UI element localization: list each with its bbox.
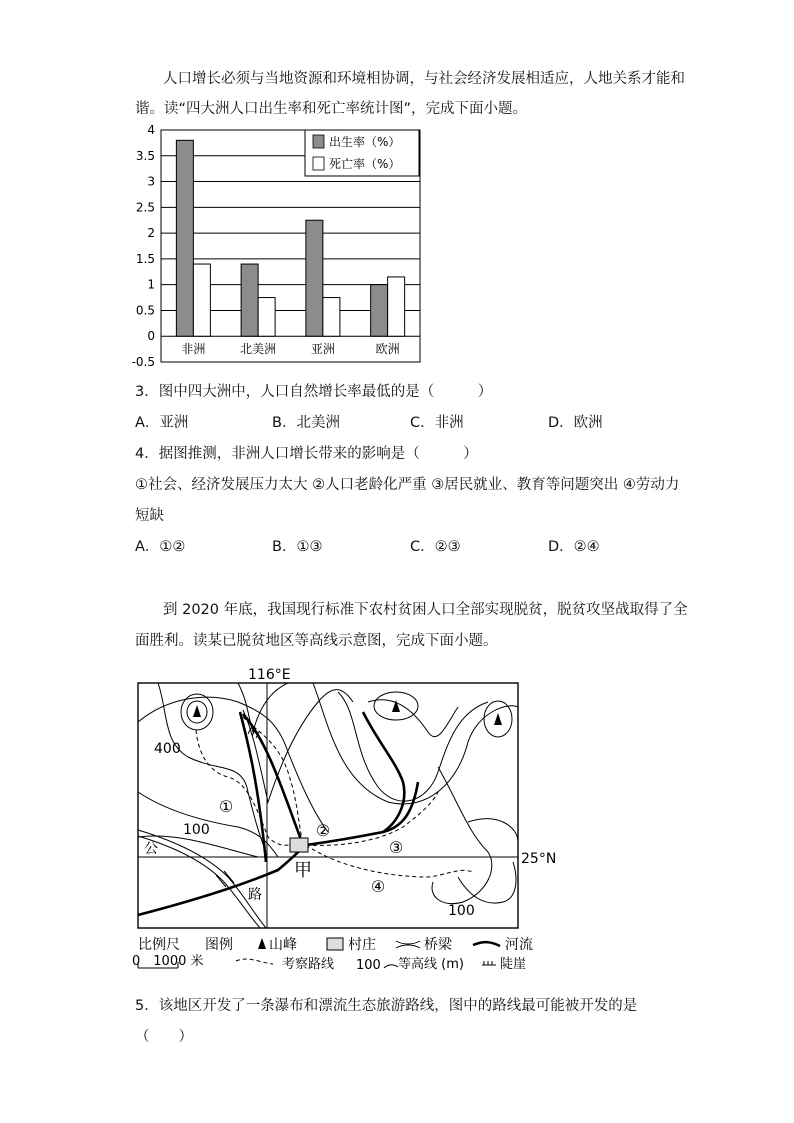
birth-death-rate-chart — [125, 122, 425, 372]
road-label-gong: 公 — [144, 841, 158, 857]
intro2-line2: 面胜利。读某已脱贫地区等高线示意图，完成下面小题。 — [135, 633, 498, 649]
q4-statements-line2: 短缺 — [135, 508, 164, 524]
route-label-1: ① — [218, 797, 234, 816]
legend-title: 图例 — [205, 937, 233, 953]
legend-village: 村庄 — [348, 937, 376, 953]
route-label-3: ③ — [388, 838, 404, 857]
legend-bridge: 桥梁 — [424, 937, 452, 953]
x-category-label: 欧洲 — [375, 342, 400, 357]
legend-swatch-death — [313, 157, 324, 170]
legend-bridge-icon — [396, 941, 420, 948]
q4-statements-line1: ①社会、经济发展压力太大 ②人口老龄化严重 ③居民就业、教育等问题突出 ④劳动力 — [135, 477, 680, 493]
q4-option-c[interactable]: C．②③ — [410, 539, 461, 555]
q4-stem: 4．据图推测，非洲人口增长带来的影响是（ ） — [135, 446, 478, 462]
q4-option-b[interactable]: B．①③ — [272, 539, 323, 555]
legend-peak: 山峰 — [269, 937, 297, 953]
village-label: 甲 — [294, 860, 312, 881]
legend-swatch-birth — [313, 135, 324, 148]
y-tick-label: 4 — [147, 123, 155, 137]
contour-map — [128, 662, 557, 980]
bar-亚洲-death — [323, 298, 340, 337]
bar-北美洲-birth — [241, 264, 258, 336]
bar-亚洲-birth — [306, 220, 323, 336]
y-tick-label: 0.5 — [135, 303, 155, 318]
bar-欧洲-birth — [371, 285, 388, 337]
bar-北美洲-death — [258, 298, 275, 337]
legend-scale-value: 0 1000 米 — [132, 954, 204, 969]
route-label-4: ④ — [370, 877, 386, 896]
q4-option-a[interactable]: A．①② — [135, 539, 186, 555]
intro1-line1: 人口增长必须与当地资源和环境相协调，与社会经济发展相适应，人地关系才能和 — [163, 71, 685, 87]
longitude-label: 116°E — [248, 667, 291, 683]
y-tick-label: 1.5 — [135, 251, 155, 266]
bar-欧洲-death — [388, 277, 405, 336]
contour-label-100: 100 — [183, 822, 210, 838]
x-category-label: 北美洲 — [240, 342, 277, 357]
legend-label-death: 死亡率（%） — [329, 157, 401, 171]
y-tick-label: 3 — [147, 174, 155, 189]
bar-非洲-birth — [176, 140, 193, 336]
map-frame — [138, 683, 518, 928]
q5-stem: 5．该地区开发了一条瀑布和漂流生态旅游路线，图中的路线最可能被开发的是 — [135, 998, 638, 1014]
latitude-label: 25°N — [521, 851, 557, 867]
contour-label-400: 400 — [154, 741, 181, 757]
q3-option-b[interactable]: B．北美洲 — [272, 415, 340, 431]
q3-option-d[interactable]: D．欧洲 — [548, 415, 603, 431]
legend-river: 河流 — [505, 937, 533, 953]
q3-stem: 3．图中四大洲中，人口自然增长率最低的是（ ） — [135, 384, 493, 400]
y-tick-label: 0 — [147, 329, 155, 344]
legend-cliff-icon — [482, 961, 496, 965]
legend-contour: 等高线 (m) — [398, 957, 464, 972]
legend-contour-value: 100 — [356, 958, 381, 973]
y-tick-label: 3.5 — [135, 148, 155, 163]
q3-option-a[interactable]: A．亚洲 — [135, 415, 189, 431]
road-label-lu: 路 — [248, 887, 262, 903]
chart-x-labels — [181, 341, 399, 356]
legend-river-icon — [473, 942, 500, 946]
legend-scale-title: 比例尺 — [138, 937, 180, 953]
legend-peak-icon — [258, 938, 266, 949]
q4-option-d[interactable]: D．②④ — [548, 539, 600, 555]
intro2-line1: 到 2020 年底，我国现行标准下农村贫困人口全部实现脱贫，脱贫攻坚战取得了全 — [163, 602, 688, 618]
bar-非洲-death — [193, 264, 210, 336]
x-category-label: 非洲 — [181, 342, 206, 357]
legend-cliff: 陡崖 — [500, 957, 527, 972]
route-label-2: ② — [315, 821, 331, 840]
village-icon — [290, 838, 308, 852]
contour-label-100: 100 — [448, 903, 475, 919]
legend-label-birth: 出生率（%） — [329, 135, 401, 149]
legend-route-icon — [236, 959, 273, 964]
x-category-label: 亚洲 — [310, 342, 335, 357]
intro1-line2: 谐。读“四大洲人口出生率和死亡率统计图”，完成下面小题。 — [135, 101, 528, 117]
chart-legend — [305, 130, 419, 176]
y-tick-label: 1 — [147, 277, 155, 292]
y-tick-label: 2.5 — [135, 200, 155, 215]
q5-answer-paren: （ ） — [135, 1029, 193, 1045]
legend-contour-icon — [384, 965, 398, 968]
chart-y-ticks — [132, 123, 155, 369]
legend-village-icon — [327, 938, 343, 950]
legend-route: 考察路线 — [282, 957, 335, 972]
y-tick-label: -0.5 — [131, 355, 155, 369]
q3-option-c[interactable]: C．非洲 — [410, 415, 464, 431]
y-tick-label: 2 — [147, 226, 155, 241]
